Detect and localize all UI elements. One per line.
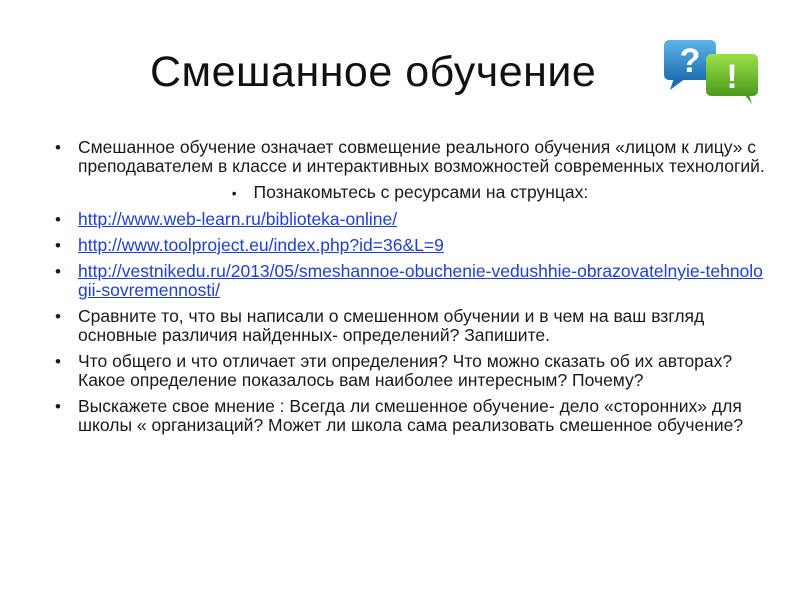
- bullet-item: [50, 397, 770, 435]
- compare-task-text: Сравните то, что вы написали о смешенном обучении и в чем на ваш взгляд основные различия найденных- определений? Запишите.: [78, 306, 705, 345]
- slide-title: Смешанное обучение: [150, 48, 597, 96]
- question-exclamation-icons: [660, 34, 764, 106]
- opinion-task-text: Выскажете свое мнение : Всегда ли смешенное обучение- дело «сторонних» для школы « организаций? Может ли школа сама реализовать смешенное обучение?: [78, 396, 744, 435]
- link-web-learn[interactable]: http://www.web-learn.ru/biblioteka-online/: [78, 209, 398, 229]
- bullet-dot: •: [55, 352, 61, 371]
- bullet-item: [50, 307, 770, 345]
- questions-text: Что общего и что отличает эти определения? Что можно сказать об их авторах? Какое определение показалось вам наиболее интересным? Почему?: [78, 351, 733, 390]
- bullet-dot: •: [55, 138, 61, 157]
- definition-text: Смешанное обучение означает совмещение реального обучения «лицом к лицу» с преподавателем в классе и интерактивных возможностей современных технологий.: [78, 137, 765, 176]
- bullet-item-link: [50, 262, 770, 300]
- bullet-dot: •: [55, 307, 61, 326]
- link-toolproject[interactable]: http://www.toolproject.eu/index.php?id=36&L=9: [78, 235, 444, 255]
- link-vestnikedu[interactable]: http://vestnikedu.ru/2013/05/smeshannoe-obuchenie-vedushhie-obrazovatelnyie-tehnologii-sovremennosti/: [78, 261, 763, 300]
- bullet-item-sub: [50, 183, 770, 203]
- bullet-list: [50, 138, 770, 442]
- bullet-item: [50, 138, 770, 176]
- bullet-dot: •: [55, 262, 61, 281]
- svg-text:!: !: [726, 58, 738, 96]
- bullet-item-link: [50, 210, 770, 229]
- resources-intro-text: Познакомьтесь с ресурсами на струнцах:: [253, 182, 589, 202]
- svg-text:?: ?: [679, 42, 701, 80]
- bullet-dot: •: [55, 397, 61, 416]
- bullet-item-link: [50, 236, 770, 255]
- bullet-dot: •: [55, 236, 61, 255]
- exclamation-icon: [706, 54, 758, 104]
- bullet-dot: •: [231, 185, 237, 201]
- bullet-item: [50, 352, 770, 390]
- bullet-dot: •: [55, 210, 61, 229]
